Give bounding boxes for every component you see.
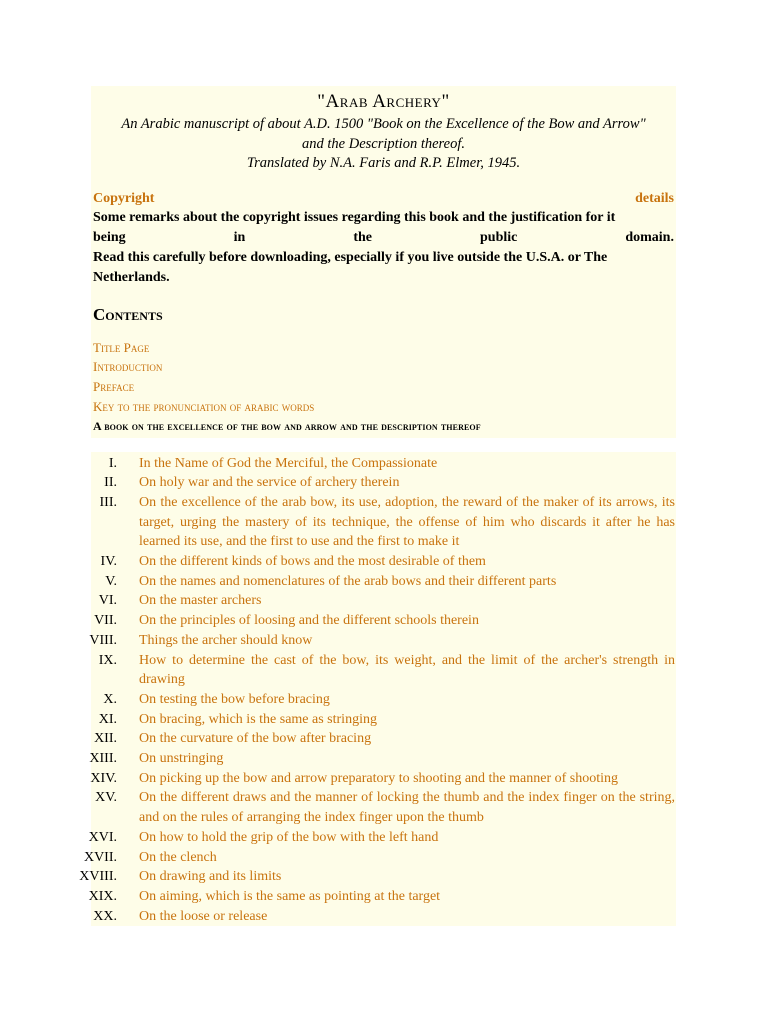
chapter-link[interactable]: On the loose or release bbox=[139, 908, 268, 924]
chapter-link[interactable]: On the clench bbox=[139, 849, 217, 865]
chapter-link[interactable]: On unstringing bbox=[139, 751, 224, 766]
subtitle-line: An Arabic manuscript of about A.D. 1500 "Book on the Excellence of the Bow and Arrow" bbox=[121, 116, 646, 132]
chapter-link[interactable]: On drawing and its limits bbox=[139, 869, 282, 885]
download-warning-line: Netherlands. bbox=[93, 270, 170, 285]
copyright-text-justified bbox=[93, 230, 674, 246]
copyright-link[interactable]: Copyright bbox=[93, 191, 155, 206]
chapter-link[interactable]: On aiming, which is the same as pointing at the target bbox=[139, 888, 441, 904]
chapter-link[interactable]: On the excellence of the arab bow, its use, adoption, the reward of the maker of its arrows, its target, urging the mastery of its technique, the offense of him who discards it after he has learned its use, and the first to use and the first to make it bbox=[139, 494, 675, 550]
word: being bbox=[93, 230, 126, 245]
word: domain. bbox=[625, 230, 674, 245]
details-link[interactable]: details bbox=[635, 191, 674, 206]
chapter-link[interactable]: How to determine the cast of the bow, its weight, and the limit of the archer's strength in drawing bbox=[139, 652, 675, 688]
chapter-number: I. bbox=[108, 455, 117, 471]
chapter-number: XIII. bbox=[89, 751, 117, 766]
chapter-link[interactable]: On the names and nomenclatures of the arab bows and their different parts bbox=[139, 573, 557, 589]
header-panel bbox=[91, 86, 676, 438]
translator-line: Translated by N.A. Faris and R.P. Elmer, 1945. bbox=[246, 155, 521, 171]
chapter-number: II. bbox=[104, 475, 117, 491]
chapter-number: VI. bbox=[98, 593, 117, 609]
download-warning bbox=[93, 250, 674, 266]
chapter-number: VIII. bbox=[89, 632, 117, 648]
chapter-number: V. bbox=[105, 573, 117, 589]
word: the bbox=[353, 230, 373, 245]
chapter-link[interactable]: On testing the bow before bracing bbox=[139, 691, 330, 707]
chapter-number: IX. bbox=[98, 652, 117, 668]
chapter-number: XVII. bbox=[83, 849, 117, 865]
book-section-title: A book on the excellence of the bow and arrow and the description thereof bbox=[93, 419, 481, 433]
chapter-number: VII. bbox=[94, 613, 117, 629]
chapter-link[interactable]: On picking up the bow and arrow preparatory to shooting and the manner of shooting bbox=[139, 770, 619, 786]
toc-link-introduction[interactable]: Introduction bbox=[93, 359, 163, 374]
chapter-number: IV. bbox=[100, 554, 117, 569]
download-warning-line: Read this carefully before downloading, especially if you live outside the U.S.A. or The bbox=[93, 250, 608, 265]
chapter-number: XVIII. bbox=[79, 869, 117, 885]
contents-heading: Contents bbox=[93, 305, 163, 324]
word: public bbox=[480, 230, 518, 245]
chapter-number: XII. bbox=[94, 731, 117, 747]
chapter-number: XX. bbox=[93, 908, 117, 924]
chapter-number: X. bbox=[103, 691, 117, 707]
chapter-number: III. bbox=[99, 494, 117, 510]
chapter-link[interactable]: On holy war and the service of archery therein bbox=[139, 475, 400, 491]
chapter-link[interactable]: In the Name of God the Merciful, the Compassionate bbox=[139, 455, 438, 471]
subtitle-line: and the Description thereof. bbox=[302, 135, 465, 152]
toc-link-pronunciation-key[interactable]: Key to the pronunciation of arabic words bbox=[93, 399, 315, 414]
chapter-number: XIV. bbox=[90, 770, 117, 786]
chapter-link[interactable]: On the curvature of the bow after bracing bbox=[139, 731, 372, 747]
copyright-row bbox=[93, 191, 674, 210]
chapter-link[interactable]: On the different draws and the manner of locking the thumb and the index finger on the string, and on the rules of arranging the index finger upon the thumb bbox=[139, 790, 675, 826]
chapter-link[interactable]: On the master archers bbox=[139, 593, 262, 609]
chapter-number: XIX. bbox=[88, 888, 117, 904]
copyright-text-line: Some remarks about the copyright issues regarding this book and the justification for it bbox=[93, 210, 616, 225]
copyright-text bbox=[93, 210, 674, 226]
download-warning-end bbox=[93, 270, 674, 286]
chapter-link[interactable]: On bracing, which is the same as stringing bbox=[139, 711, 377, 727]
word: in bbox=[233, 230, 246, 245]
toc-link-preface[interactable]: Preface bbox=[93, 379, 135, 394]
chapter-link[interactable]: On the different kinds of bows and the most desirable of them bbox=[139, 554, 486, 569]
chapter-number: XVI. bbox=[88, 829, 117, 845]
chapter-number: XV. bbox=[95, 790, 117, 806]
chapter-link[interactable]: On the principles of loosing and the different schools therein bbox=[139, 613, 479, 629]
book-title: "Arab Archery" bbox=[317, 91, 450, 112]
toc-link-title-page[interactable]: Title Page bbox=[93, 340, 150, 355]
chapter-number: XI. bbox=[98, 711, 117, 727]
chapter-link[interactable]: Things the archer should know bbox=[139, 632, 313, 648]
chapter-link[interactable]: On how to hold the grip of the bow with the left hand bbox=[139, 829, 439, 845]
